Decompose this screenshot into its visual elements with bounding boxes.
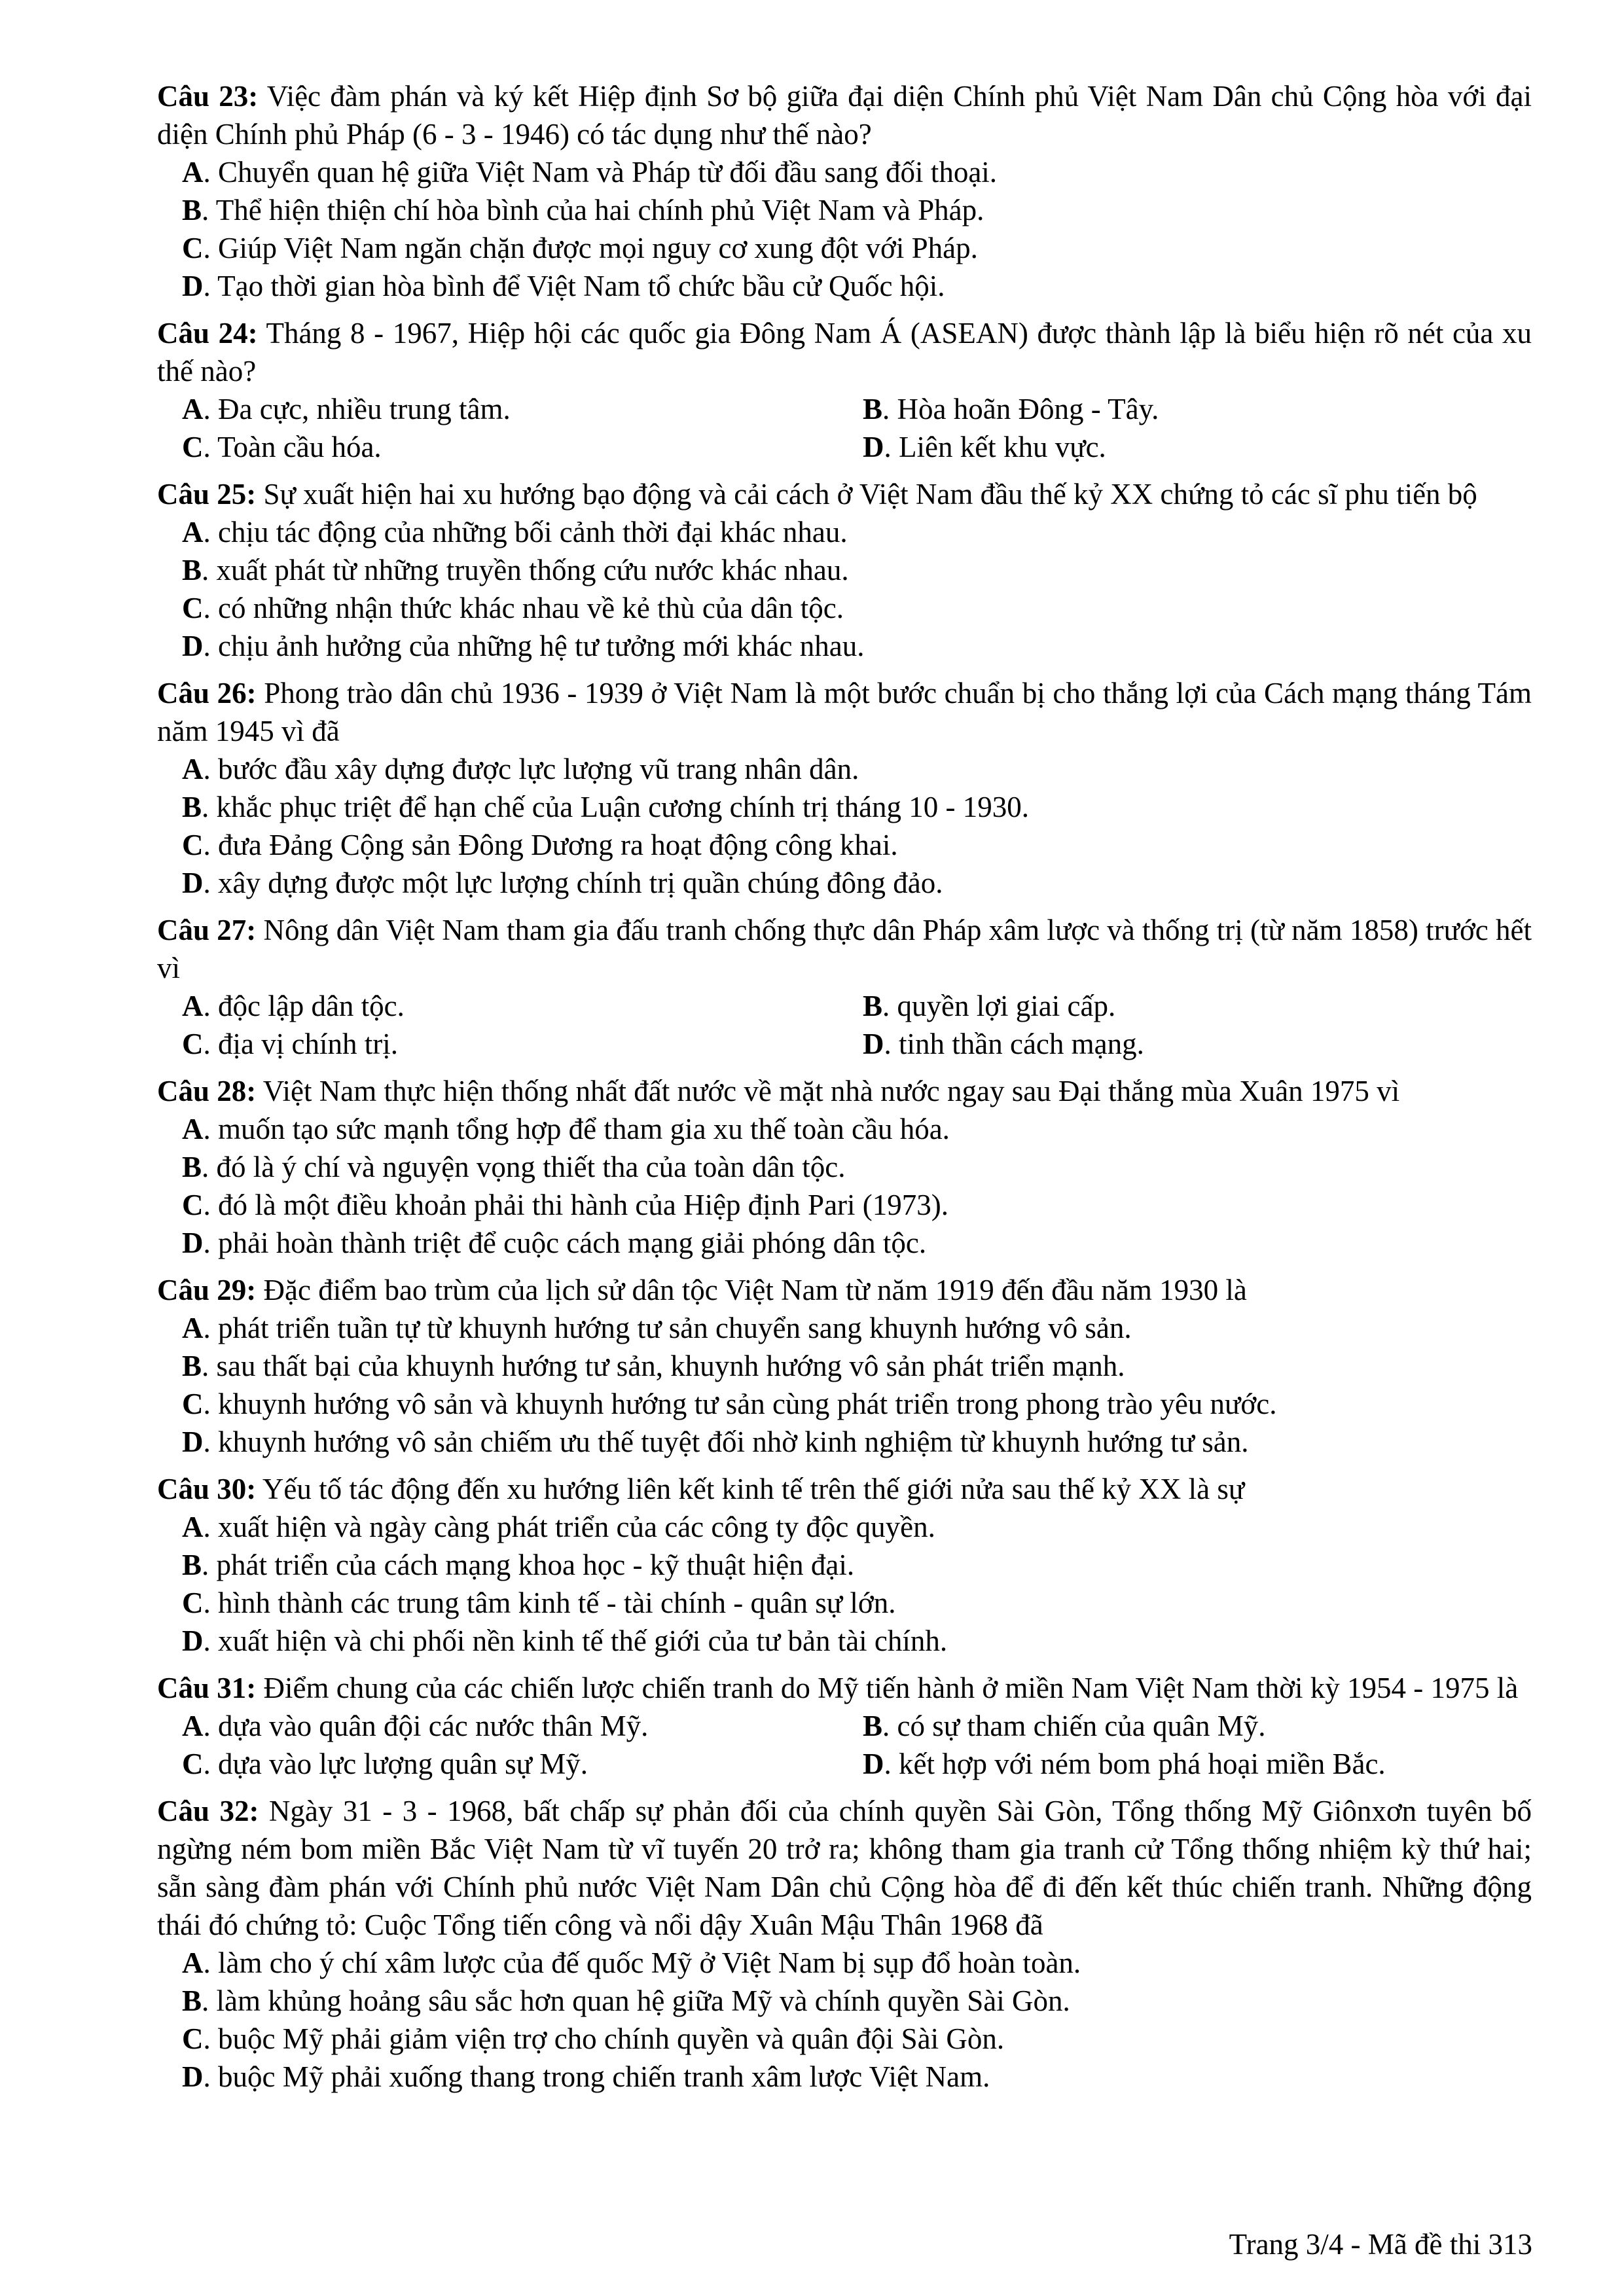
option-text: . dựa vào quân đội các nước thân Mỹ. bbox=[203, 1710, 649, 1742]
option-text: . Đa cực, nhiều trung tâm. bbox=[203, 393, 511, 425]
option-letter: C bbox=[182, 1748, 204, 1780]
option-c bbox=[182, 428, 863, 466]
option-text: . Tạo thời gian hòa bình để Việt Nam tổ chức bầu cử Quốc hội. bbox=[203, 270, 945, 302]
option-c bbox=[182, 589, 1532, 627]
question-text: Sự xuất hiện hai xu hướng bạo động và cải cách ở Việt Nam đầu thế kỷ XX chứng tỏ các sĩ phu tiến bộ bbox=[263, 478, 1477, 511]
option-a bbox=[182, 1309, 1532, 1347]
question-number: Câu 25: bbox=[157, 478, 257, 511]
option-text: . bước đầu xây dựng được lực lượng vũ trang nhân dân. bbox=[203, 753, 859, 785]
question-text: Nông dân Việt Nam tham gia đấu tranh chống thực dân Pháp xâm lược và thống trị (từ năm 1858) trước hết vì bbox=[157, 914, 1532, 984]
option-a bbox=[182, 513, 1532, 551]
question-stem bbox=[157, 674, 1532, 750]
option-letter: A bbox=[182, 1946, 204, 1979]
option-letter: B bbox=[182, 791, 202, 823]
option-text: . có những nhận thức khác nhau về kẻ thù của dân tộc. bbox=[203, 592, 844, 624]
option-a bbox=[182, 390, 863, 428]
option-text: . Giúp Việt Nam ngăn chặn được mọi nguy cơ xung đột với Pháp. bbox=[203, 232, 978, 264]
option-c bbox=[182, 229, 1532, 267]
option-letter: B bbox=[863, 393, 883, 425]
option-letter: A bbox=[182, 990, 204, 1022]
option-letter: B bbox=[182, 1549, 202, 1581]
options-list bbox=[157, 390, 1532, 466]
options-list bbox=[157, 750, 1532, 902]
question-number: Câu 32: bbox=[157, 1795, 259, 1827]
question-stem bbox=[157, 911, 1532, 987]
question-32 bbox=[157, 1792, 1532, 2096]
option-text: . khuynh hướng vô sản và khuynh hướng tư sản cùng phát triển trong phong trào yêu nước. bbox=[203, 1388, 1277, 1420]
question-text: Việt Nam thực hiện thống nhất đất nước về mặt nhà nước ngay sau Đại thắng mùa Xuân 1975 vì bbox=[262, 1075, 1400, 1107]
option-d bbox=[182, 1622, 1532, 1660]
option-d bbox=[182, 627, 1532, 665]
option-b bbox=[182, 788, 1532, 826]
option-a bbox=[182, 1110, 1532, 1148]
question-text: Tháng 8 - 1967, Hiệp hội các quốc gia Đông Nam Á (ASEAN) được thành lập là biểu hiện rõ nét của xu thế nào? bbox=[157, 317, 1532, 387]
question-26 bbox=[157, 674, 1532, 902]
option-letter: D bbox=[863, 1028, 884, 1060]
question-31 bbox=[157, 1669, 1532, 1783]
question-stem bbox=[157, 77, 1532, 153]
question-number: Câu 28: bbox=[157, 1075, 257, 1107]
option-letter: A bbox=[182, 1113, 204, 1145]
question-28 bbox=[157, 1072, 1532, 1262]
option-letter: B bbox=[863, 1710, 883, 1742]
question-number: Câu 23: bbox=[157, 80, 259, 113]
option-letter: B bbox=[182, 554, 202, 586]
option-text: . Thể hiện thiện chí hòa bình của hai chính phủ Việt Nam và Pháp. bbox=[202, 194, 984, 226]
question-text: Đặc điểm bao trùm của lịch sử dân tộc Việt Nam từ năm 1919 đến đầu năm 1930 là bbox=[263, 1274, 1247, 1306]
option-letter: C bbox=[182, 2022, 204, 2055]
option-a bbox=[182, 1508, 1532, 1546]
option-b bbox=[182, 1982, 1532, 2020]
option-b bbox=[863, 390, 1532, 428]
option-b bbox=[182, 1347, 1532, 1385]
option-letter: A bbox=[182, 156, 204, 188]
option-letter: C bbox=[182, 829, 204, 861]
options-list bbox=[157, 1508, 1532, 1660]
question-stem bbox=[157, 1792, 1532, 1944]
question-stem bbox=[157, 475, 1532, 513]
option-text: . làm cho ý chí xâm lược của đế quốc Mỹ ở Việt Nam bị sụp đổ hoàn toàn. bbox=[203, 1946, 1081, 1979]
question-stem bbox=[157, 1669, 1532, 1707]
option-d bbox=[182, 1423, 1532, 1461]
option-letter: A bbox=[182, 393, 204, 425]
option-letter: D bbox=[182, 1624, 204, 1657]
question-25 bbox=[157, 475, 1532, 665]
option-b bbox=[863, 987, 1532, 1025]
option-d bbox=[863, 1025, 1532, 1063]
option-letter: C bbox=[182, 1189, 204, 1221]
option-b bbox=[182, 191, 1532, 229]
option-letter: B bbox=[182, 1350, 202, 1382]
option-letter: A bbox=[182, 1710, 204, 1742]
question-stem bbox=[157, 314, 1532, 390]
option-text: . xuất hiện và chi phối nền kinh tế thế giới của tư bản tài chính. bbox=[203, 1624, 948, 1657]
options-list bbox=[157, 513, 1532, 665]
options-list bbox=[157, 153, 1532, 305]
option-a bbox=[182, 153, 1532, 191]
option-letter: D bbox=[182, 2060, 204, 2093]
question-29 bbox=[157, 1271, 1532, 1461]
option-b bbox=[182, 551, 1532, 589]
option-text: . phát triển của cách mạng khoa học - kỹ thuật hiện đại. bbox=[202, 1549, 855, 1581]
option-text: . sau thất bại của khuynh hướng tư sản, khuynh hướng vô sản phát triển mạnh. bbox=[202, 1350, 1125, 1382]
option-letter: B bbox=[863, 990, 883, 1022]
option-text: . làm khủng hoảng sâu sắc hơn quan hệ giữa Mỹ và chính quyền Sài Gòn. bbox=[202, 1984, 1070, 2017]
question-27 bbox=[157, 911, 1532, 1063]
option-text: . quyền lợi giai cấp. bbox=[882, 990, 1116, 1022]
option-c bbox=[182, 1745, 863, 1783]
option-c bbox=[182, 1584, 1532, 1622]
option-text: . Chuyển quan hệ giữa Việt Nam và Pháp từ đối đầu sang đối thoại. bbox=[203, 156, 998, 188]
question-number: Câu 31: bbox=[157, 1672, 257, 1704]
option-text: . xuất phát từ những truyền thống cứu nước khác nhau. bbox=[202, 554, 849, 586]
options-list bbox=[157, 987, 1532, 1063]
option-d bbox=[863, 428, 1532, 466]
option-a bbox=[182, 1944, 1532, 1982]
option-text: . phát triển tuần tự từ khuynh hướng tư sản chuyển sang khuynh hướng vô sản. bbox=[203, 1312, 1132, 1344]
options-list bbox=[157, 1309, 1532, 1461]
option-letter: D bbox=[182, 1426, 204, 1458]
option-text: . đưa Đảng Cộng sản Đông Dương ra hoạt động công khai. bbox=[203, 829, 898, 861]
option-text: . xây dựng được một lực lượng chính trị quần chúng đông đảo. bbox=[203, 867, 943, 899]
option-letter: A bbox=[182, 516, 204, 548]
option-letter: D bbox=[182, 867, 204, 899]
option-d bbox=[182, 267, 1532, 305]
option-a bbox=[182, 750, 1532, 788]
option-text: . có sự tham chiến của quân Mỹ. bbox=[882, 1710, 1266, 1742]
option-text: . đó là ý chí và nguyện vọng thiết tha của toàn dân tộc. bbox=[202, 1151, 846, 1183]
question-number: Câu 29: bbox=[157, 1274, 257, 1306]
option-text: . buộc Mỹ phải giảm viện trợ cho chính quyền và quân đội Sài Gòn. bbox=[203, 2022, 1005, 2055]
option-b bbox=[182, 1148, 1532, 1186]
question-text: Việc đàm phán và ký kết Hiệp định Sơ bộ giữa đại diện Chính phủ Việt Nam Dân chủ Cộng hòa với đại diện Chính phủ Pháp (6 - 3 - 1946) có tác dụng như thế nào? bbox=[157, 80, 1532, 151]
option-c bbox=[182, 1186, 1532, 1224]
option-letter: B bbox=[182, 1151, 202, 1183]
option-letter: D bbox=[182, 270, 204, 302]
option-text: . Hòa hoãn Đông - Tây. bbox=[882, 393, 1159, 425]
option-c bbox=[182, 2020, 1532, 2058]
option-text: . Toàn cầu hóa. bbox=[203, 431, 382, 463]
question-stem bbox=[157, 1072, 1532, 1110]
option-text: . khuynh hướng vô sản chiếm ưu thế tuyệt đối nhờ kinh nghiệm từ khuynh hướng tư sản. bbox=[203, 1426, 1249, 1458]
option-a bbox=[182, 1707, 863, 1745]
option-letter: D bbox=[182, 1227, 204, 1259]
option-c bbox=[182, 1385, 1532, 1423]
option-b bbox=[863, 1707, 1532, 1745]
question-number: Câu 27: bbox=[157, 914, 257, 946]
options-list bbox=[157, 1944, 1532, 2096]
page-footer: Trang 3/4 - Mã đề thi 313 bbox=[1229, 2228, 1532, 2261]
option-text: . xuất hiện và ngày càng phát triển của các công ty độc quyền. bbox=[203, 1511, 935, 1543]
option-text: . dựa vào lực lượng quân sự Mỹ. bbox=[203, 1748, 588, 1780]
question-number: Câu 24: bbox=[157, 317, 258, 350]
option-letter: A bbox=[182, 1511, 204, 1543]
option-letter: D bbox=[182, 630, 204, 662]
option-text: . địa vị chính trị. bbox=[203, 1028, 398, 1060]
option-text: . chịu ảnh hưởng của những hệ tư tưởng mới khác nhau. bbox=[203, 630, 865, 662]
option-d bbox=[863, 1745, 1532, 1783]
option-text: . khắc phục triệt để hạn chế của Luận cương chính trị tháng 10 - 1930. bbox=[202, 791, 1030, 823]
option-letter: D bbox=[863, 431, 884, 463]
option-letter: C bbox=[182, 1388, 204, 1420]
option-text: . kết hợp với ném bom phá hoại miền Bắc. bbox=[884, 1748, 1386, 1780]
options-list bbox=[157, 1110, 1532, 1262]
option-letter: C bbox=[182, 431, 204, 463]
question-text: Phong trào dân chủ 1936 - 1939 ở Việt Nam là một bước chuẩn bị cho thắng lợi của Cách mạng tháng Tám năm 1945 vì đã bbox=[157, 677, 1532, 747]
exam-page bbox=[157, 77, 1532, 2105]
option-text: . độc lập dân tộc. bbox=[203, 990, 405, 1022]
option-c bbox=[182, 1025, 863, 1063]
question-stem bbox=[157, 1271, 1532, 1309]
option-a bbox=[182, 987, 863, 1025]
question-30 bbox=[157, 1470, 1532, 1660]
question-text: Yếu tố tác động đến xu hướng liên kết kinh tế trên thế giới nửa sau thế kỷ XX là sự bbox=[262, 1473, 1245, 1505]
option-letter: A bbox=[182, 1312, 204, 1344]
option-letter: C bbox=[182, 1028, 204, 1060]
option-letter: B bbox=[182, 194, 202, 226]
question-stem bbox=[157, 1470, 1532, 1508]
option-letter: B bbox=[182, 1984, 202, 2017]
question-23 bbox=[157, 77, 1532, 305]
question-text: Ngày 31 - 3 - 1968, bất chấp sự phản đối của chính quyền Sài Gòn, Tổng thống Mỹ Giônxơn tuyên bố ngừng ném bom miền Bắc Việt Nam từ vĩ tuyến 20 trở ra; không tham gia tranh cử Tổng thống nhiệm kỳ thứ hai; sẵn sàng đàm phán với Chính phủ nước Việt Nam Dân chủ Cộng hòa để đi đến kết thúc chiến tranh. Những động thái đó chứng tỏ: Cuộc Tổng tiến công và nổi dậy Xuân Mậu Thân 1968 đã bbox=[157, 1795, 1532, 1941]
question-24 bbox=[157, 314, 1532, 466]
option-text: . hình thành các trung tâm kinh tế - tài chính - quân sự lớn. bbox=[203, 1587, 896, 1619]
option-text: . Liên kết khu vực. bbox=[884, 431, 1106, 463]
option-letter: A bbox=[182, 753, 204, 785]
option-letter: D bbox=[863, 1748, 884, 1780]
option-text: . buộc Mỹ phải xuống thang trong chiến tranh xâm lược Việt Nam. bbox=[203, 2060, 990, 2093]
option-text: . tinh thần cách mạng. bbox=[884, 1028, 1144, 1060]
option-text: . phải hoàn thành triệt để cuộc cách mạng giải phóng dân tộc. bbox=[203, 1227, 927, 1259]
question-number: Câu 30: bbox=[157, 1473, 257, 1505]
option-text: . muốn tạo sức mạnh tổng hợp để tham gia xu thế toàn cầu hóa. bbox=[203, 1113, 950, 1145]
option-d bbox=[182, 864, 1532, 902]
option-letter: C bbox=[182, 1587, 204, 1619]
option-letter: C bbox=[182, 592, 204, 624]
option-d bbox=[182, 1224, 1532, 1262]
options-list bbox=[157, 1707, 1532, 1783]
option-d bbox=[182, 2058, 1532, 2096]
question-text: Điểm chung của các chiến lược chiến tranh do Mỹ tiến hành ở miền Nam Việt Nam thời kỳ 1954 - 1975 là bbox=[263, 1672, 1519, 1704]
option-b bbox=[182, 1546, 1532, 1584]
option-letter: C bbox=[182, 232, 204, 264]
option-text: . chịu tác động của những bối cảnh thời đại khác nhau. bbox=[203, 516, 848, 548]
option-text: . đó là một điều khoản phải thi hành của Hiệp định Pari (1973). bbox=[203, 1189, 949, 1221]
question-number: Câu 26: bbox=[157, 677, 257, 709]
option-c bbox=[182, 826, 1532, 864]
